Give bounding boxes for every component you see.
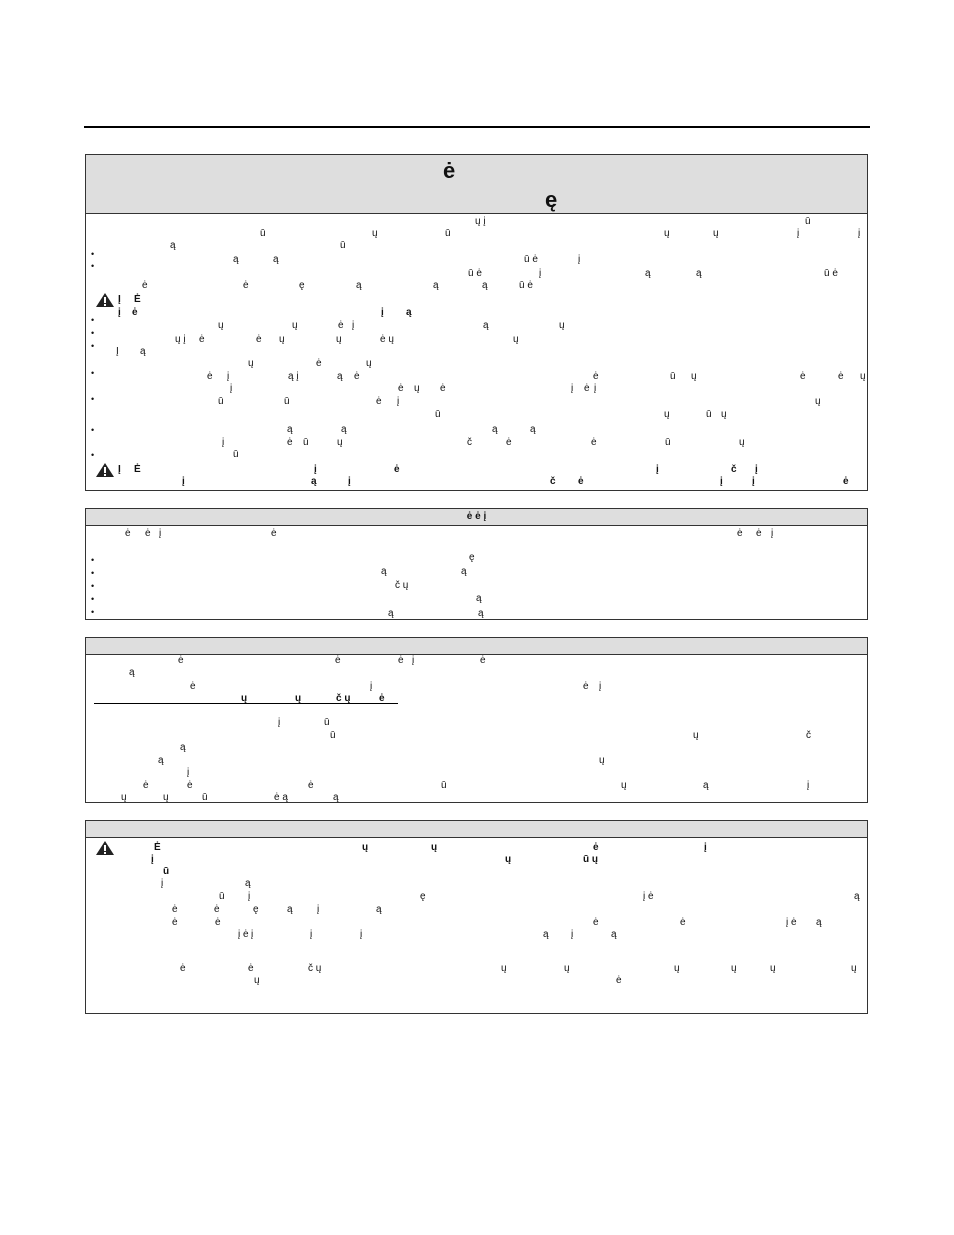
safety-section-header — [86, 155, 867, 214]
text-fragment: ą — [356, 280, 362, 291]
text-fragment: ė ą — [274, 792, 288, 803]
warning-section — [85, 820, 868, 1014]
section-title-line2: ę — [545, 187, 558, 212]
text-fragment: ė ų — [380, 334, 394, 345]
text-fragment: į — [539, 268, 542, 279]
text-fragment: ą — [482, 280, 488, 291]
text-fragment: Ė — [134, 464, 141, 475]
text-fragment: į — [222, 437, 225, 448]
text-fragment: ė — [187, 780, 193, 791]
text-fragment: ą — [388, 608, 394, 619]
section-title-line1: ė — [443, 158, 456, 183]
text-fragment: ė — [214, 904, 220, 915]
text-fragment: ū — [435, 409, 441, 420]
text-fragment: ą — [170, 240, 176, 251]
text-fragment: ų — [248, 358, 254, 369]
text-fragment: Į — [118, 464, 121, 475]
text-fragment: į — [771, 528, 774, 539]
text-fragment: ą — [287, 424, 293, 435]
text-fragment: ų — [559, 320, 565, 331]
text-fragment: ė — [287, 437, 293, 448]
text-fragment: ū — [284, 396, 290, 407]
text-fragment: ū — [330, 730, 336, 741]
text-fragment: ė — [578, 476, 584, 487]
warning-triangle-icon — [95, 462, 115, 478]
text-fragment: ą — [433, 280, 439, 291]
text-fragment: į — [360, 929, 363, 940]
text-fragment: ė — [800, 371, 806, 382]
text-fragment: ų — [414, 383, 420, 394]
text-fragment: č — [731, 464, 737, 475]
text-fragment: ė — [248, 963, 254, 974]
text-fragment: ą — [311, 476, 317, 487]
text-fragment: ė — [143, 780, 149, 791]
text-fragment: ū ė — [524, 254, 538, 265]
bullet-marker: • — [91, 555, 95, 565]
text-fragment: ū — [670, 371, 676, 382]
text-fragment: į — [182, 476, 185, 487]
text-fragment: į — [230, 383, 233, 394]
text-fragment: ų — [295, 693, 302, 704]
warning-section-header — [86, 821, 867, 838]
text-fragment: Ė — [134, 294, 141, 305]
text-fragment: ą — [406, 307, 412, 318]
text-fragment: ė — [616, 975, 622, 986]
text-fragment: ė — [145, 528, 151, 539]
text-fragment: ų — [121, 792, 127, 803]
text-fragment: į — [370, 681, 373, 692]
text-fragment: į — [397, 396, 400, 407]
text-fragment: ė — [308, 780, 314, 791]
text-fragment: į — [118, 307, 121, 318]
text-fragment: ų į — [475, 216, 486, 227]
text-fragment: ė — [737, 528, 743, 539]
text-fragment: ū ų — [583, 854, 598, 865]
text-fragment: ų — [664, 409, 670, 420]
text-fragment: ą — [854, 891, 860, 902]
info-section-header — [86, 509, 867, 526]
warning-triangle-icon — [95, 840, 115, 856]
text-fragment: ū — [233, 449, 239, 460]
text-fragment: ū — [218, 396, 224, 407]
text-fragment: ę — [253, 904, 259, 915]
text-fragment: ė — [207, 371, 213, 382]
text-fragment: Ė — [154, 842, 161, 853]
text-fragment: ų — [713, 228, 719, 239]
text-fragment: ų — [621, 780, 627, 791]
text-fragment: į — [807, 780, 810, 791]
text-fragment: ū — [202, 792, 208, 803]
text-fragment: į — [348, 476, 351, 487]
text-fragment: į — [381, 307, 384, 318]
text-fragment: ą — [611, 929, 617, 940]
text-fragment: į — [159, 528, 162, 539]
text-fragment: ų — [770, 963, 776, 974]
text-fragment: į — [161, 878, 164, 889]
text-fragment: Į — [118, 294, 121, 305]
text-fragment: ū — [219, 891, 225, 902]
text-fragment: ė — [756, 528, 762, 539]
warning-triangle-icon — [95, 292, 115, 308]
text-fragment: ū — [441, 780, 447, 791]
text-fragment: į — [578, 254, 581, 265]
text-fragment: ė — [125, 528, 131, 539]
text-fragment: ė — [838, 371, 844, 382]
text-fragment: ė — [376, 396, 382, 407]
text-fragment: į — [187, 767, 190, 778]
text-fragment: ū ė — [519, 280, 533, 291]
text-fragment: ų — [674, 963, 680, 974]
text-fragment: ų — [218, 320, 224, 331]
text-fragment: ą — [492, 424, 498, 435]
text-fragment: ė — [593, 917, 599, 928]
text-fragment: ą — [273, 254, 279, 265]
text-fragment: į — [599, 681, 602, 692]
text-fragment: č — [806, 730, 811, 741]
text-fragment: ū ė — [468, 268, 482, 279]
text-fragment: ą — [337, 371, 343, 382]
text-fragment: ū — [445, 228, 451, 239]
text-fragment: į — [704, 842, 707, 853]
text-fragment: ų — [505, 854, 512, 865]
text-fragment: ė — [338, 320, 344, 331]
text-fragment: ė — [354, 371, 360, 382]
text-fragment: ų — [693, 730, 699, 741]
text-fragment: ų — [163, 792, 169, 803]
text-fragment: ą — [333, 792, 339, 803]
text-fragment: ė — [178, 655, 184, 666]
text-fragment: į — [314, 464, 317, 475]
text-fragment: į — [310, 929, 313, 940]
text-fragment: į — [251, 929, 254, 940]
text-fragment: ų — [362, 842, 369, 853]
text-fragment: į — [248, 891, 251, 902]
text-fragment: ė — [316, 358, 322, 369]
text-fragment: ų — [336, 334, 342, 345]
text-fragment: į — [151, 854, 154, 865]
text-fragment: į — [412, 655, 415, 666]
bullet-marker: • — [91, 328, 95, 338]
text-fragment: ą — [233, 254, 239, 265]
text-fragment: ė — [593, 842, 599, 853]
bullet-marker: • — [91, 341, 95, 351]
text-fragment: ų — [721, 409, 727, 420]
text-fragment: ė — [591, 437, 597, 448]
text-fragment: į — [352, 320, 355, 331]
notes-section-header — [86, 638, 867, 655]
text-fragment: ū — [303, 437, 309, 448]
notes-section — [85, 637, 868, 803]
text-fragment: ą — [376, 904, 382, 915]
text-fragment: ė — [215, 917, 221, 928]
text-fragment: ė — [243, 280, 249, 291]
text-fragment: č — [550, 476, 556, 487]
text-fragment: ė — [584, 383, 590, 394]
text-fragment: ą — [158, 755, 164, 766]
text-fragment: ų — [513, 334, 519, 345]
text-fragment: ą — [543, 929, 549, 940]
text-fragment: ū — [324, 717, 330, 728]
text-fragment: ų — [860, 371, 866, 382]
text-fragment: į — [594, 383, 597, 394]
text-fragment: ą — [483, 320, 489, 331]
text-fragment: ų — [241, 693, 248, 704]
text-fragment: ą — [476, 593, 482, 604]
text-fragment: į — [720, 476, 723, 487]
text-fragment: ų — [254, 975, 260, 986]
text-fragment: ų — [337, 437, 343, 448]
text-fragment: ė — [843, 476, 849, 487]
text-fragment: ų — [664, 228, 670, 239]
bullet-marker: • — [91, 425, 95, 435]
text-fragment: č ų — [395, 580, 409, 591]
text-fragment: ų — [564, 963, 570, 974]
text-fragment: į ė — [786, 917, 797, 928]
text-fragment: Į — [116, 346, 119, 357]
text-fragment: į — [317, 904, 320, 915]
text-fragment: į ė — [238, 929, 249, 940]
text-fragment: ų — [279, 334, 285, 345]
text-fragment: ė — [506, 437, 512, 448]
text-fragment: ų — [731, 963, 737, 974]
text-fragment: ų — [292, 320, 298, 331]
bullet-marker: • — [91, 607, 95, 617]
text-fragment: ę — [469, 552, 475, 563]
text-fragment: ą — [530, 424, 536, 435]
text-fragment: ą — [129, 667, 135, 678]
text-fragment: ė — [583, 681, 589, 692]
text-fragment: į — [278, 717, 281, 728]
text-fragment: ę — [299, 280, 305, 291]
text-fragment: į — [752, 476, 755, 487]
text-fragment: į — [656, 464, 659, 475]
text-fragment: ą — [245, 878, 251, 889]
text-fragment: ą — [703, 780, 709, 791]
text-fragment: ą — [696, 268, 702, 279]
text-fragment: ę — [420, 891, 426, 902]
text-fragment: ų — [851, 963, 857, 974]
text-fragment: ė — [199, 334, 205, 345]
info-section-title: ė ė į — [466, 511, 487, 522]
text-fragment: ė — [142, 280, 148, 291]
bullet-marker: • — [91, 594, 95, 604]
text-fragment: ų į — [175, 334, 186, 345]
text-fragment: ė — [180, 963, 186, 974]
info-section — [85, 508, 868, 620]
text-fragment: ą į — [288, 371, 299, 382]
text-fragment: ą — [478, 608, 484, 619]
text-fragment: į — [797, 228, 800, 239]
text-fragment: ė — [335, 655, 341, 666]
text-fragment: ą — [180, 742, 186, 753]
safety-section — [85, 154, 868, 491]
bullet-marker: • — [91, 315, 95, 325]
text-fragment: ų — [372, 228, 378, 239]
text-fragment: ė — [172, 904, 178, 915]
text-fragment: ė — [480, 655, 486, 666]
text-fragment: ė — [256, 334, 262, 345]
text-fragment: ū — [665, 437, 671, 448]
text-fragment: ų — [599, 755, 605, 766]
text-fragment: ą — [816, 917, 822, 928]
bullet-marker: • — [91, 568, 95, 578]
bullet-marker: • — [91, 249, 95, 259]
text-fragment: ą — [645, 268, 651, 279]
text-fragment: ė — [190, 681, 196, 692]
text-fragment: į — [858, 228, 861, 239]
text-fragment: ė — [394, 464, 400, 475]
text-fragment: į — [571, 383, 574, 394]
text-fragment: ė — [271, 528, 277, 539]
text-fragment: ą — [287, 904, 293, 915]
bullet-marker: • — [91, 581, 95, 591]
text-fragment: ų — [739, 437, 745, 448]
text-fragment: ė — [680, 917, 686, 928]
bullet-marker: • — [91, 450, 95, 460]
bullet-marker: • — [91, 261, 95, 271]
text-fragment: ė — [398, 383, 404, 394]
text-fragment: ė — [132, 307, 138, 318]
text-fragment: ų — [366, 358, 372, 369]
text-fragment: č ų — [336, 693, 351, 704]
text-fragment: ū — [340, 240, 346, 251]
text-fragment: ą — [461, 566, 467, 577]
text-fragment: ė — [172, 917, 178, 928]
text-fragment: ė — [593, 371, 599, 382]
text-fragment: ą — [140, 346, 146, 357]
text-fragment: ą — [381, 566, 387, 577]
text-fragment: ū — [706, 409, 712, 420]
text-fragment: į — [227, 371, 230, 382]
text-fragment: ą — [341, 424, 347, 435]
top-rule — [84, 126, 870, 128]
bullet-marker: • — [91, 368, 95, 378]
text-fragment: ė — [440, 383, 446, 394]
text-fragment: ų — [501, 963, 507, 974]
text-fragment: į — [571, 929, 574, 940]
text-fragment: į ė — [643, 891, 654, 902]
text-fragment: č ų — [308, 963, 322, 974]
text-fragment: ė — [379, 693, 385, 704]
text-fragment: ū — [163, 866, 170, 877]
bullet-marker: • — [91, 394, 95, 404]
text-fragment: ų — [691, 371, 697, 382]
text-fragment: ū — [805, 216, 811, 227]
text-fragment: į — [755, 464, 758, 475]
text-fragment: ų — [431, 842, 438, 853]
text-fragment: ė — [398, 655, 404, 666]
text-fragment: ū — [260, 228, 266, 239]
text-fragment: ų — [815, 396, 821, 407]
text-fragment: ū ė — [824, 268, 838, 279]
text-fragment: č — [467, 437, 472, 448]
